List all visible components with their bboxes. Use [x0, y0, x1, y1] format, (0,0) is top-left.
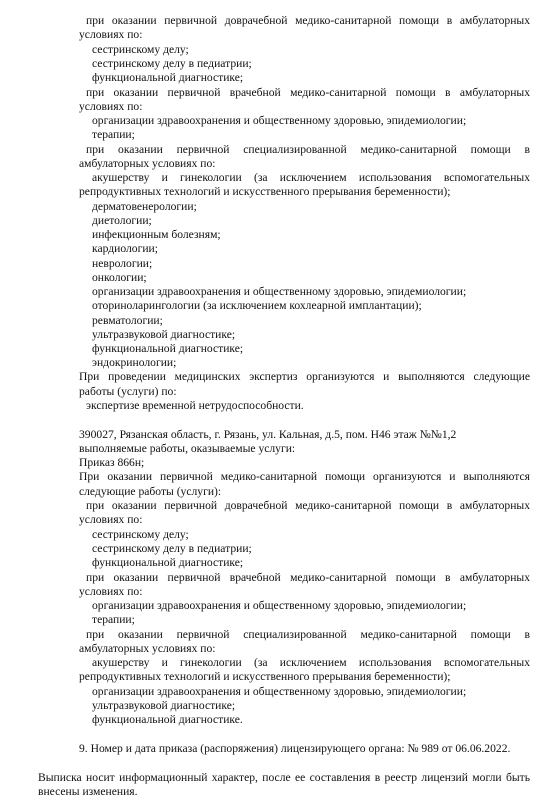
- text-line: амбулаторных условиях по:: [79, 157, 216, 170]
- text-line: при оказании первичной врачебной медико-санитарной помощи в амбулаторных: [86, 571, 530, 584]
- text-line: 9. Номер и дата приказа (распоряжения) лицензирующего органа: № 989 от 06.06.2022.: [79, 742, 511, 755]
- text-line: сестринскому делу;: [92, 43, 189, 56]
- text-line: Выписка носит информационный характер, после ее составления в реестр лицензий могли быть: [38, 771, 530, 784]
- text-line: акушерству и гинекологии (за исключением использования вспомогательных: [92, 171, 530, 184]
- text-line: сестринскому делу в педиатрии;: [92, 57, 252, 70]
- text-line: акушерству и гинекологии (за исключением использования вспомогательных: [92, 656, 530, 669]
- text-line: функциональной диагностике;: [92, 342, 244, 355]
- text-line: при оказании первичной доврачебной медико-санитарной помощи в амбулаторных: [86, 14, 530, 27]
- text-line: организации здравоохранения и общественному здоровью, эпидемиологии;: [92, 114, 467, 127]
- text-line: оториноларингологии (за исключением кохлеарной имплантации);: [92, 299, 422, 312]
- text-line: сестринскому делу;: [92, 528, 189, 541]
- text-line: при оказании первичной специализированной медико-санитарной помощи в: [86, 628, 530, 641]
- text-line: ревматологии;: [92, 314, 163, 327]
- text-line: условиях по:: [79, 585, 143, 598]
- text-line: При проведении медицинских экспертиз организуются и выполняются следующие: [79, 370, 530, 383]
- text-line: амбулаторных условиях по:: [79, 642, 216, 655]
- text-line: неврологии;: [92, 257, 153, 270]
- text-line: эндокринологии;: [92, 356, 177, 369]
- text-line: Приказ 866н;: [79, 456, 145, 469]
- text-line: внесены изменения.: [38, 785, 138, 798]
- text-line: экспертизе временной нетрудоспособности.: [86, 399, 304, 412]
- text-line: условиях по:: [79, 513, 143, 526]
- text-line: функциональной диагностике.: [92, 713, 243, 726]
- text-line: 390027, Рязанская область, г. Рязань, ул. Кальная, д.5, пом. Н46 этаж №№1,2: [79, 428, 457, 441]
- text-line: выполняемые работы, оказываемые услуги:: [79, 442, 296, 455]
- text-line: сестринскому делу в педиатрии;: [92, 542, 252, 555]
- text-line: при оказании первичной врачебной медико-санитарной помощи в амбулаторных: [86, 86, 530, 99]
- text-line: инфекционным болезням;: [92, 228, 221, 241]
- text-line: организации здравоохранения и общественному здоровью, эпидемиологии;: [92, 285, 467, 298]
- text-line: При оказании первичной медико-санитарной помощи организуются и выполняются: [79, 470, 530, 483]
- text-line: функциональной диагностике;: [92, 556, 244, 569]
- text-line: условиях по:: [79, 28, 143, 41]
- text-line: условиях по:: [79, 100, 143, 113]
- text-line: дерматовенерологии;: [92, 200, 197, 213]
- text-line: ультразвуковой диагностике;: [92, 328, 236, 341]
- text-line: функциональной диагностике;: [92, 71, 244, 84]
- text-line: ультразвуковой диагностике;: [92, 699, 236, 712]
- text-line: онкологии;: [92, 271, 147, 284]
- text-line: при оказании первичной доврачебной медико-санитарной помощи в амбулаторных: [86, 499, 530, 512]
- text-line: репродуктивных технологий и искусственного прерывания беременности);: [79, 670, 451, 683]
- text-line: диетологии;: [92, 214, 152, 227]
- text-line: терапии;: [92, 613, 135, 626]
- text-line: работы (услуги) по:: [79, 385, 177, 398]
- text-line: при оказании первичной специализированной медико-санитарной помощи в: [86, 143, 530, 156]
- text-line: репродуктивных технологий и искусственного прерывания беременности);: [79, 185, 451, 198]
- text-line: следующие работы (услуги):: [79, 485, 222, 498]
- text-line: кардиологии;: [92, 242, 158, 255]
- text-line: терапии;: [92, 128, 135, 141]
- text-line: организации здравоохранения и общественному здоровью, эпидемиологии;: [92, 599, 467, 612]
- text-line: организации здравоохранения и общественному здоровью, эпидемиологии;: [92, 685, 467, 698]
